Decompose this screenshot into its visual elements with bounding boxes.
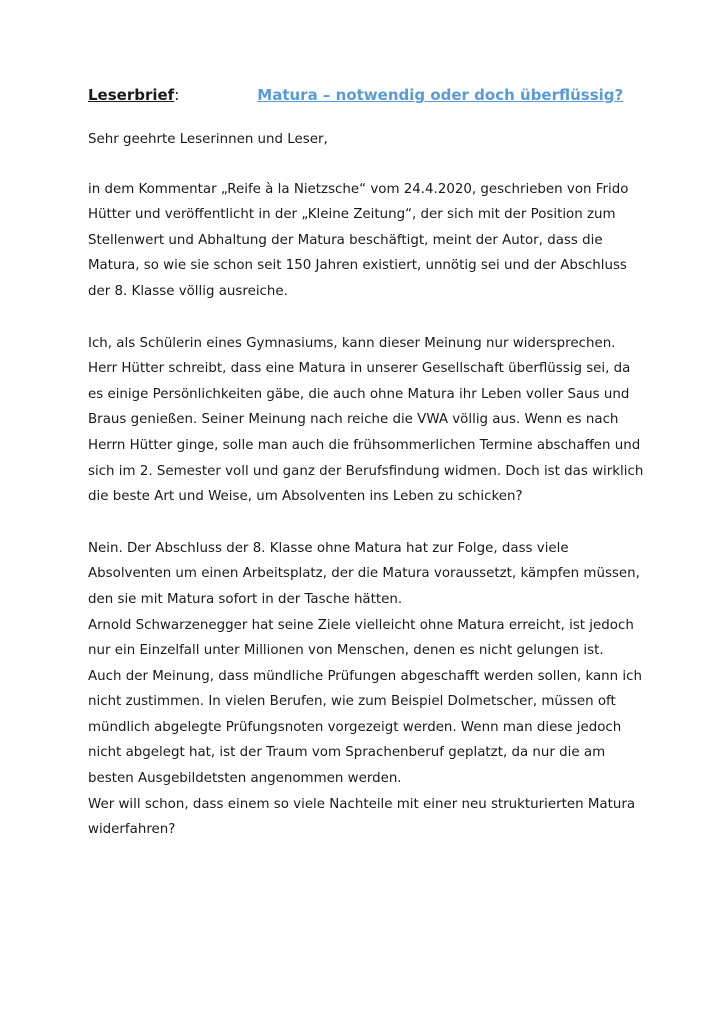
- paragraph-1: in dem Kommentar „Reife à la Nietzsche“ vom 24.4.2020, geschrieben von Frido Hütter und veröffentlicht in der „Kleine Zeitung“, der sich mit der Position zum Stellenwert und Abhaltung der Matura beschäftigt, meint der Autor, dass die Matura, so wie sie schon seit 150 Jahren existiert, unnötig sei und der Abschluss der 8. Klasse völlig ausreiche.: [88, 181, 629, 299]
- heading-colon: :: [174, 86, 180, 104]
- paragraph-3-part-1: Nein. Der Abschluss der 8. Klasse ohne Matura hat zur Folge, dass viele Absolventen um einen Arbeitsplatz, der die Matura voraussetzt, kämpfen müssen, den sie mit Matura sofort in der Tasche hätten.: [88, 540, 640, 607]
- letter-heading: [88, 85, 648, 105]
- document-page: [88, 85, 648, 843]
- paragraph-3-part-4: Wer will schon, dass einem so viele Nachteile mit einer neu strukturierten Matura widerfahren?: [88, 796, 636, 838]
- paragraph-2: Ich, als Schülerin eines Gymnasiums, kann dieser Meinung nur widersprechen. Herr Hütter schreibt, dass eine Matura in unserer Gesellschaft überflüssig sei, da es einige Persönlichkeiten gäbe, die auch ohne Matura ihr Leben voller Saus und Braus genießen. Seiner Meinung nach reiche die VWA völlig aus. Wenn es nach Herrn Hütter ginge, solle man auch die frühsommerlichen Termine abschaffen und sich im 2. Semester voll und ganz der Berufsfindung widmen. Doch ist das wirklich die beste Art und Weise, um Absolventen ins Leben zu schicken?: [88, 335, 644, 505]
- paragraph-3-part-3: Auch der Meinung, dass mündliche Prüfungen abgeschafft werden sollen, kann ich nicht zustimmen. In vielen Berufen, wie zum Beispiel Dolmetscher, müssen oft mündlich abgelegte Prüfungsnoten vorgezeigt werden. Wenn man diese jedoch nicht abgelegt hat, ist der Traum vom Sprachenberuf geplatzt, da nur die am besten Ausgebildetsten angenommen werden.: [88, 668, 642, 787]
- letter-label: Leserbrief: [88, 86, 175, 104]
- salutation: Sehr geehrte Leserinnen und Leser,: [88, 132, 328, 147]
- letter-title: Matura – notwendig oder doch überflüssig?: [257, 86, 624, 104]
- paragraph-3-part-2: Arnold Schwarzenegger hat seine Ziele vielleicht ohne Matura erreicht, ist jedoch nur ein Einzelfall unter Millionen von Menschen, denen es nicht gelungen ist.: [88, 617, 634, 659]
- paragraph-3: [88, 536, 648, 843]
